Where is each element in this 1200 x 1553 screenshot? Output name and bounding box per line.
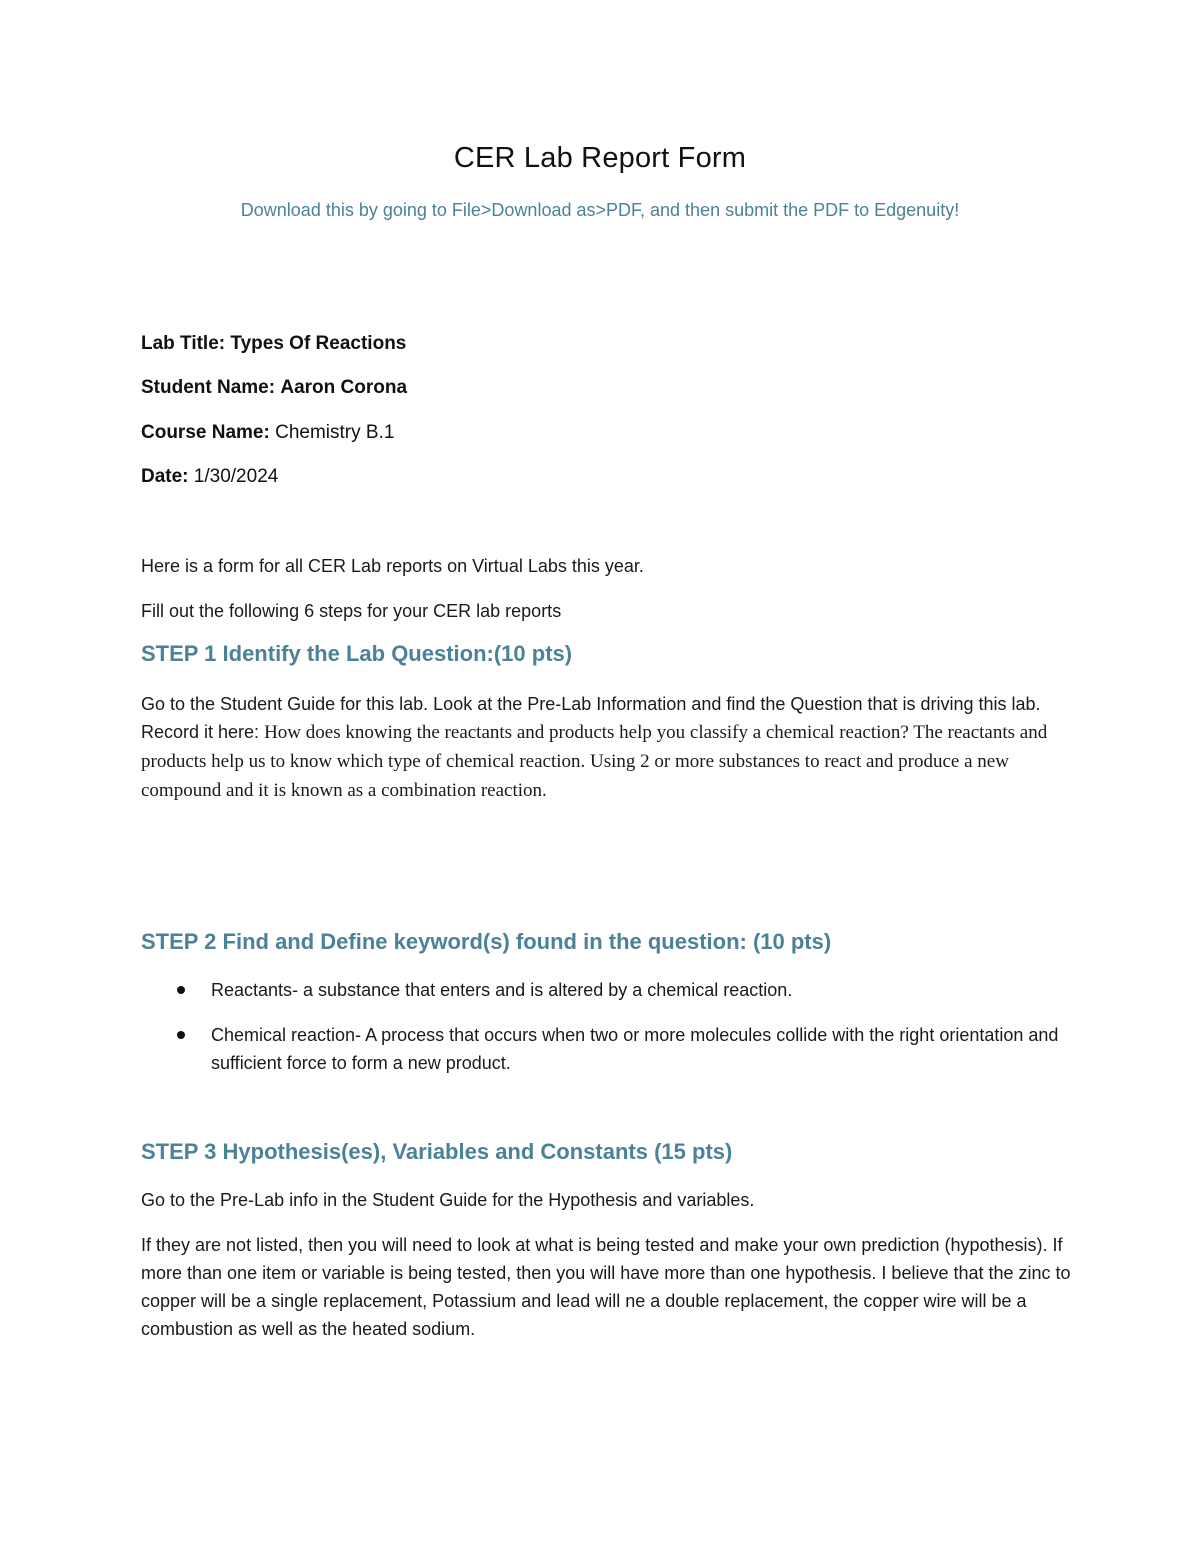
- intro-line-1: Here is a form for all CER Lab reports on Virtual Labs this year.: [141, 556, 644, 576]
- keyword-item: [141, 976, 1071, 1004]
- date-line: [141, 466, 278, 488]
- lab-title-label: Lab Title:: [141, 333, 226, 354]
- step1-answer: How does knowing the reactants and products help you classify a chemical reaction? The reactants and products help us to know which type of chemical reaction. Using 2 or more substances to react and produce a new compound and it is known as a combination reaction.: [141, 722, 1048, 801]
- student-name-line: [141, 377, 407, 399]
- step1-heading: STEP 1 Identify the Lab Question:(10 pts): [141, 641, 573, 666]
- download-instruction: Download this by going to File>Download as>PDF, and then submit the PDF to Edgenuity!: [240, 200, 960, 220]
- date-value: 1/30/2024: [193, 466, 279, 487]
- lab-title-value: Types Of Reactions: [230, 333, 407, 354]
- document-title: CER Lab Report Form: [453, 142, 747, 174]
- step1-body: [141, 690, 1071, 805]
- step3-body: If they are not listed, then you will need to look at what is being tested and make your own prediction (hypothesis). If more than one item or variable is being tested, then you will have more than one hypothesis. I believe that the zinc to copper will be a single replacement, Potassium and lead will ne a double replacement, the copper wire will be a combustion as well as the heated sodium.: [141, 1235, 1071, 1339]
- keyword-list: [141, 976, 1071, 1094]
- date-label: Date:: [141, 466, 189, 487]
- student-name-label: Student Name:: [141, 377, 276, 398]
- student-name-value: Aaron Corona: [280, 377, 408, 398]
- step3-heading: STEP 3 Hypothesis(es), Variables and Constants (15 pts): [141, 1139, 733, 1164]
- course-name-label: Course Name:: [141, 422, 270, 443]
- keyword-text: Reactants- a substance that enters and is altered by a chemical reaction.: [211, 980, 793, 1000]
- lab-title-line: [141, 333, 406, 355]
- intro-line-2: Fill out the following 6 steps for your CER lab reports: [141, 601, 562, 621]
- step3-instruction: Go to the Pre-Lab info in the Student Guide for the Hypothesis and variables.: [141, 1190, 755, 1210]
- step2-heading: STEP 2 Find and Define keyword(s) found in the question: (10 pts): [141, 929, 832, 954]
- bullet-icon: [177, 986, 185, 994]
- bullet-icon: [177, 1031, 185, 1039]
- step1-instruction: Go to the Student Guide for this lab. Look at the Pre-Lab Information and find the Question that is driving this lab. Record it here:: [141, 694, 1041, 742]
- course-name-line: [141, 422, 394, 444]
- keyword-item: [141, 1021, 1071, 1077]
- keyword-text: Chemical reaction- A process that occurs when two or more molecules collide with the right orientation and sufficient force to form a new product.: [211, 1025, 1059, 1073]
- course-name-value: Chemistry B.1: [275, 422, 395, 443]
